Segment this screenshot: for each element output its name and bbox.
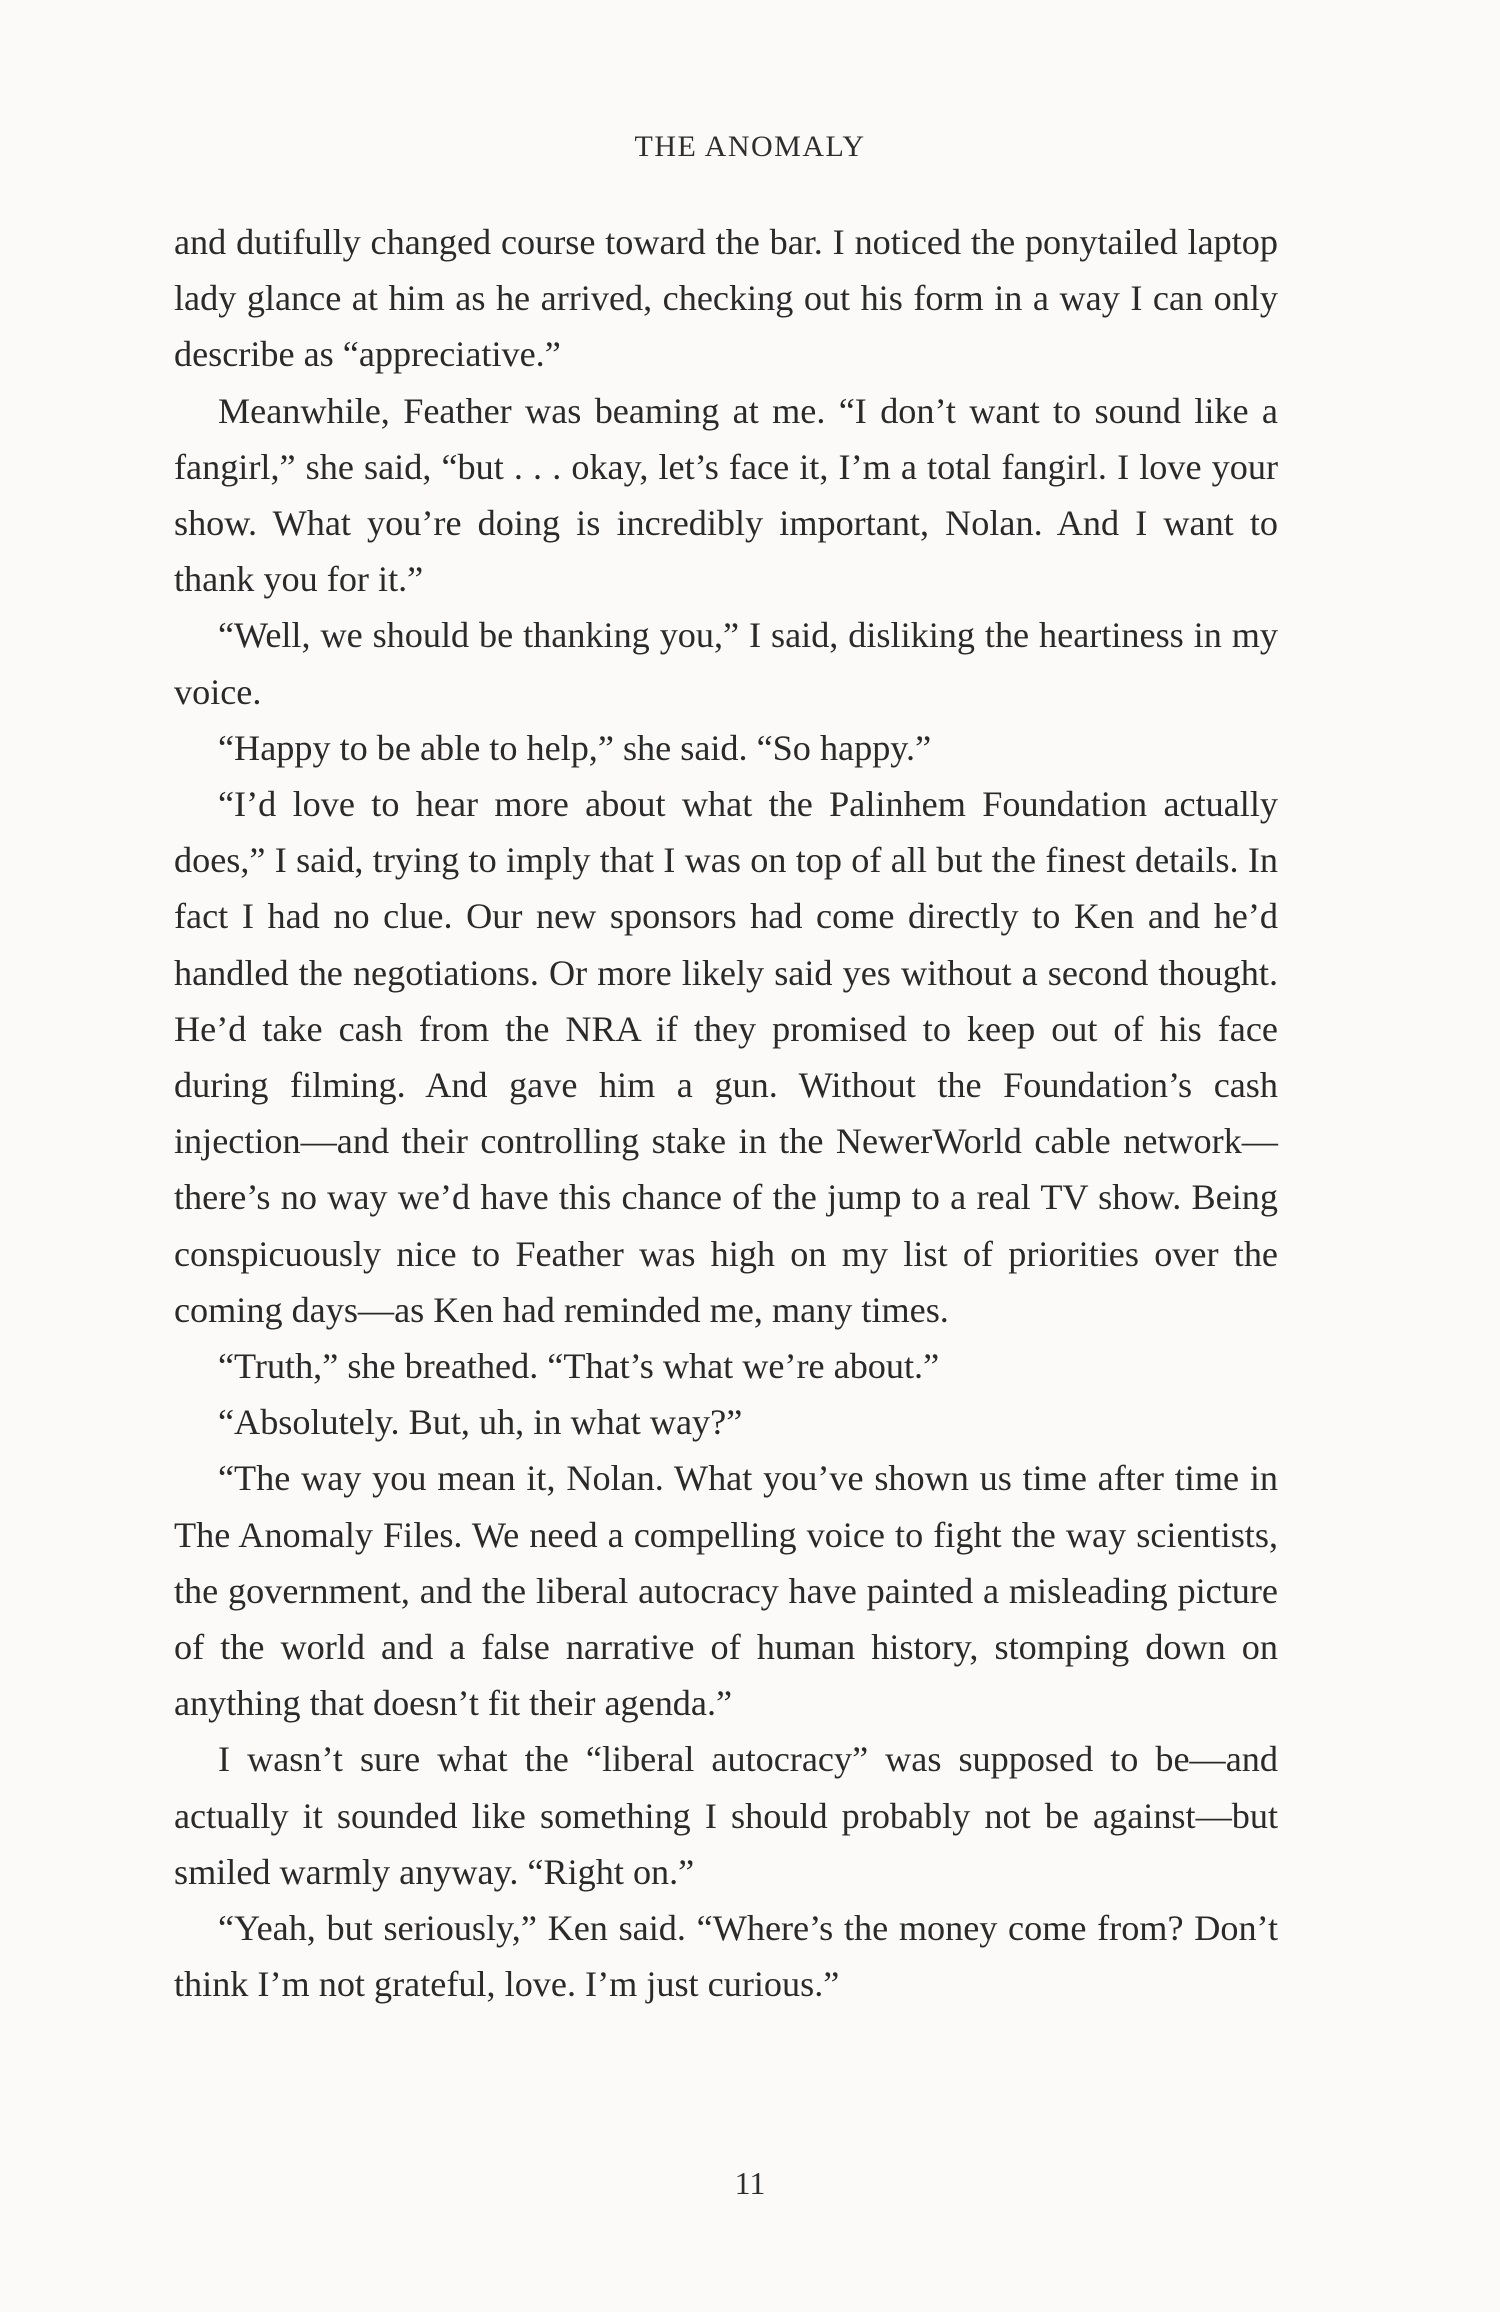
running-header: THE ANOMALY	[634, 130, 866, 163]
paragraph: “Absolutely. But, uh, in what way?”	[218, 1402, 743, 1443]
paragraph: “Well, we should be thanking you,” I said, disliking the heartiness in my voice.	[174, 615, 1278, 712]
paragraph: Meanwhile, Feather was beaming at me. “I don’t want to sound like a fangirl,” she said, “but . . . okay, let’s face it, I’m a total fangirl. I love your show. What you’re doing is incredibly important, Nolan. And I want to thank you for it.”	[174, 390, 1278, 600]
paragraph: I wasn’t sure what the “liberal autocracy” was supposed to be—and actually it sounded like something I should probably not be against—but smiled warmly anyway. “Right on.”	[174, 1739, 1278, 1892]
paragraph-continued: and dutifully changed course toward the bar. I noticed the ponytailed laptop lady glance at him as he arrived, checking out his form in a way I can only describe as “appreciative.”	[174, 222, 1278, 375]
page-number: 11	[734, 2165, 766, 2201]
paragraph: “I’d love to hear more about what the Palinhem Foundation actually does,” I said, trying to imply that I was on top of all but the finest details. In fact I had no clue. Our new sponsors had come directly to Ken and he’d handled the negotiations. Or more likely said yes without a second thought. He’d take cash from the NRA if they promised to keep out of his face during filming. And gave him a gun. Without the Foundation’s cash injection—and their controlling stake in the NewerWorld cable network—there’s no way we’d have this chance of the jump to a real TV show. Being conspicuously nice to Feather was high on my list of priorities over the coming days—as Ken had reminded me, many times.	[174, 784, 1278, 1330]
paragraph: “Happy to be able to help,” she said. “So happy.”	[218, 727, 932, 768]
paragraph: “The way you mean it, Nolan. What you’ve shown us time after time in The Anomaly Files. We need a compelling voice to fight the way scientists, the government, and the liberal autocracy have painted a misleading picture of the world and a false narrative of human history, stomping down on anything that doesn’t fit their agenda.”	[174, 1458, 1278, 1724]
paragraph: “Truth,” she breathed. “That’s what we’re about.”	[218, 1346, 940, 1387]
paragraph: “Yeah, but seriously,” Ken said. “Where’s the money come from? Don’t think I’m not grateful, love. I’m just curious.”	[174, 1908, 1278, 2005]
body-text	[174, 214, 1278, 2013]
